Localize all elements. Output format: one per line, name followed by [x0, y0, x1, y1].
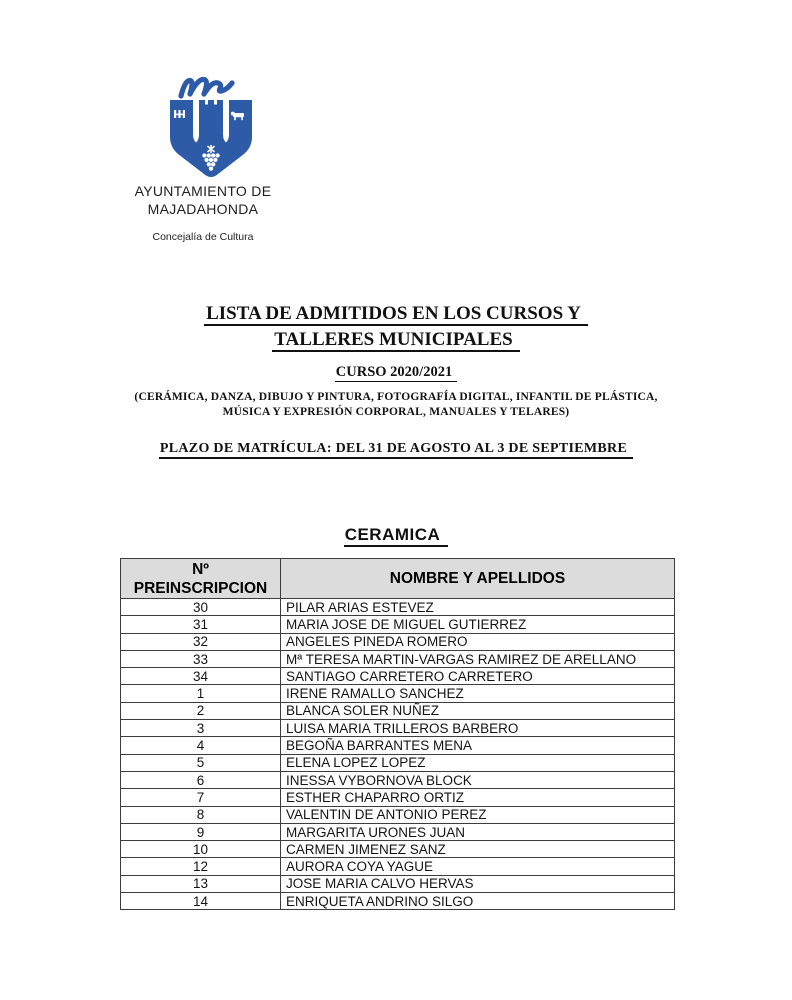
person-name-cell: CARMEN JIMENEZ SANZ — [281, 841, 675, 858]
org-department: Concejalía de Cultura — [152, 231, 254, 243]
preinscription-number-cell: 8 — [121, 806, 281, 823]
person-name-cell: VALENTIN DE ANTONIO PEREZ — [281, 806, 675, 823]
course-year: CURSO 2020/2021 — [0, 363, 792, 381]
table-row — [121, 616, 675, 633]
table-row — [121, 806, 675, 823]
preinscription-number-cell: 30 — [121, 599, 281, 616]
subtitle-line1: (CERÁMICA, DANZA, DIBUJO Y PINTURA, FOTOGRAFÍA DIGITAL, INFANTIL DE PLÁSTICA, — [134, 391, 658, 403]
org-header — [118, 183, 288, 243]
preinscription-number-cell: 2 — [121, 702, 281, 719]
table-row — [121, 720, 675, 737]
preinscription-number-cell: 5 — [121, 754, 281, 771]
preinscription-number-cell: 12 — [121, 858, 281, 875]
person-name-cell: MARIA JOSE DE MIGUEL GUTIERREZ — [281, 616, 675, 633]
person-name-cell: BEGOÑA BARRANTES MENA — [281, 737, 675, 754]
table-row — [121, 702, 675, 719]
person-name-cell: INESSA VYBORNOVA BLOCK — [281, 771, 675, 788]
person-name-cell: ANGELES PINEDA ROMERO — [281, 633, 675, 650]
person-name-cell: Mª TERESA MARTIN-VARGAS RAMIREZ DE ARELLANO — [281, 650, 675, 667]
table-row — [121, 650, 675, 667]
org-name-line2: MAJADAHONDA — [147, 200, 259, 217]
header-name-surname: NOMBRE Y APELLIDOS — [281, 559, 675, 599]
table-row — [121, 668, 675, 685]
table-header-row — [121, 559, 675, 599]
preinscription-number-cell: 34 — [121, 668, 281, 685]
preinscription-number-cell: 3 — [121, 720, 281, 737]
person-name-cell: BLANCA SOLER NUÑEZ — [281, 702, 675, 719]
document-title-line1: LISTA DE ADMITIDOS EN LOS CURSOS Y — [0, 301, 792, 327]
person-name-cell: ELENA LOPEZ LOPEZ — [281, 754, 675, 771]
table-row — [121, 893, 675, 910]
enrollment-period: PLAZO DE MATRÍCULA: DEL 31 DE AGOSTO AL 3 DE SEPTIEMBRE — [0, 440, 792, 458]
table-row — [121, 633, 675, 650]
org-name-line1: AYUNTAMIENTO DE — [134, 183, 272, 199]
preinscription-number-cell: 1 — [121, 685, 281, 702]
logo-shield — [170, 100, 252, 177]
preinscription-number-cell: 14 — [121, 893, 281, 910]
person-name-cell: PILAR ARIAS ESTEVEZ — [281, 599, 675, 616]
person-name-cell: SANTIAGO CARRETERO CARRETERO — [281, 668, 675, 685]
person-name-cell: IRENE RAMALLO SANCHEZ — [281, 685, 675, 702]
preinscription-number-cell: 9 — [121, 823, 281, 840]
preinscription-number-cell: 7 — [121, 789, 281, 806]
preinscription-number-cell: 13 — [121, 875, 281, 892]
table-row — [121, 789, 675, 806]
table-row — [121, 858, 675, 875]
table-row — [121, 599, 675, 616]
table-row — [121, 737, 675, 754]
person-name-cell: LUISA MARIA TRILLEROS BARBERO — [281, 720, 675, 737]
table-body — [121, 599, 675, 910]
person-name-cell: MARGARITA URONES JUAN — [281, 823, 675, 840]
table-row — [121, 875, 675, 892]
person-name-cell: AURORA COYA YAGUE — [281, 858, 675, 875]
document-title-line2: TALLERES MUNICIPALES — [0, 327, 792, 353]
title-block — [0, 301, 792, 458]
logo-window-marks — [174, 110, 185, 118]
header-preinscription-number: Nº PREINSCRIPCION — [121, 559, 281, 599]
admitted-roster-table — [120, 558, 675, 910]
preinscription-number-cell: 31 — [121, 616, 281, 633]
table-row — [121, 685, 675, 702]
table-row — [121, 771, 675, 788]
preinscription-number-cell: 6 — [121, 771, 281, 788]
table-row — [121, 841, 675, 858]
person-name-cell: JOSE MARIA CALVO HERVAS — [281, 875, 675, 892]
table-row — [121, 823, 675, 840]
preinscription-number-cell: 4 — [121, 737, 281, 754]
logo-m-squiggle — [181, 79, 232, 96]
table-row — [121, 754, 675, 771]
preinscription-number-cell: 32 — [121, 633, 281, 650]
preinscription-number-cell: 33 — [121, 650, 281, 667]
coat-of-arms-icon — [168, 77, 258, 181]
subtitle-line2: MÚSICA Y EXPRESIÓN CORPORAL, MANUALES Y TELARES) — [222, 406, 570, 418]
section-heading-ceramica: CERAMICA — [0, 525, 792, 545]
person-name-cell: ENRIQUETA ANDRINO SILGO — [281, 893, 675, 910]
majadahonda-logo — [168, 77, 258, 181]
course-list-subtitle — [0, 390, 792, 420]
person-name-cell: ESTHER CHAPARRO ORTIZ — [281, 789, 675, 806]
preinscription-number-cell: 10 — [121, 841, 281, 858]
